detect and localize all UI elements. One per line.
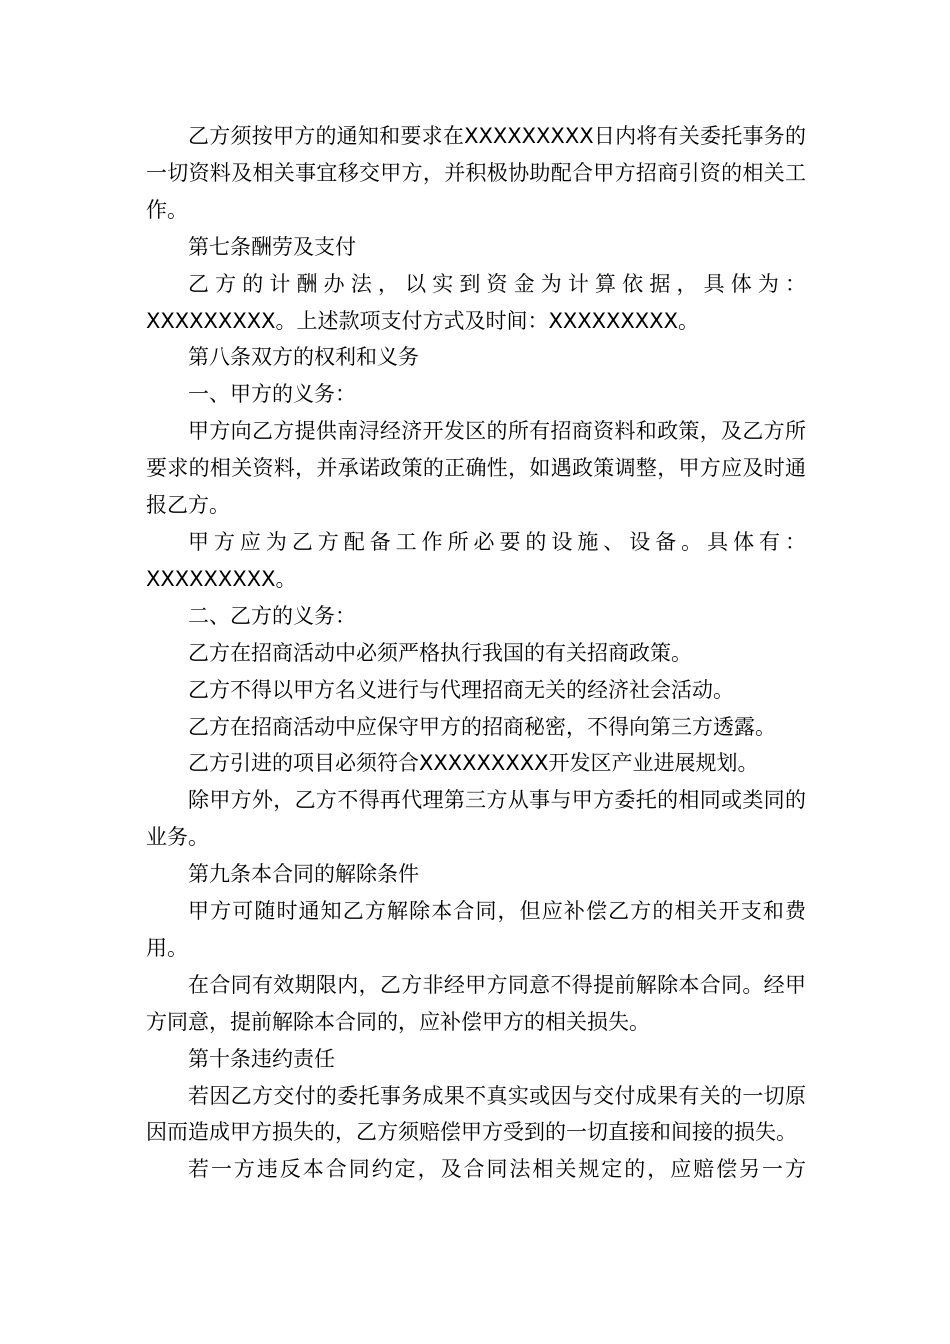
paragraph-party-a-termination: 甲方可随时通知乙方解除本合同，但应补偿乙方的相关开支和费用。	[146, 899, 806, 960]
paragraph-party-a-facilities: 甲方应为乙方配备工作所必要的设施、设备。具体有：XXXXXXXXX。	[146, 529, 806, 591]
paragraph-party-b-policy: 乙方在招商活动中必须严格执行我国的有关招商政策。	[188, 640, 692, 665]
contract-body	[146, 118, 806, 1188]
party-a-obligations-heading: 一、甲方的义务：	[188, 382, 356, 407]
article-7-heading: 第七条酬劳及支付	[188, 234, 356, 259]
paragraph-party-b-project-plan: 乙方引进的项目必须符合XXXXXXXXX开发区产业进展规划。	[188, 751, 759, 776]
paragraph-party-b-confidentiality: 乙方在招商活动中应保守甲方的招商秘密，不得向第三方透露。	[188, 714, 776, 739]
paragraph-early-termination: 在合同有效期限内，乙方非经甲方同意不得提前解除本合同。经甲方同意，提前解除本合同的，应补偿甲方的相关损失。	[146, 972, 806, 1034]
paragraph-handover-materials: 乙方须按甲方的通知和要求在XXXXXXXXX日内将有关委托事务的一切资料及相关事宜移交甲方，并积极协助配合甲方招商引资的相关工作。	[146, 124, 806, 222]
paragraph-breach-compensation: 若一方违反本合同约定，及合同法相关规定的，应赔偿另一方	[188, 1157, 806, 1182]
paragraph-remuneration: 乙方的计酬办法，以实到资金为计算依据，具体为：XXXXXXXXX。上述款项支付方式及时间：XXXXXXXXX。	[146, 271, 806, 333]
paragraph-party-a-materials: 甲方向乙方提供南浔经济开发区的所有招商资料和政策，及乙方所要求的相关资料，并承诺政策的正确性，如遇政策调整，甲方应及时通报乙方。	[146, 419, 806, 518]
party-b-obligations-heading: 二、乙方的义务：	[188, 603, 356, 628]
article-8-heading: 第八条双方的权利和义务	[188, 345, 419, 370]
paragraph-compensation-results: 若因乙方交付的委托事务成果不真实或因与交付成果有关的一切原因而造成甲方损失的，乙方须赔偿甲方受到的一切直接和间接的损失。	[146, 1083, 806, 1145]
paragraph-party-b-exclusivity: 除甲方外，乙方不得再代理第三方从事与甲方委托的相同或类同的业务。	[146, 788, 806, 850]
paragraph-party-b-no-unrelated: 乙方不得以甲方名义进行与代理招商无关的经济社会活动。	[188, 677, 734, 702]
article-10-heading: 第十条违约责任	[188, 1046, 335, 1071]
article-9-heading: 第九条本合同的解除条件	[188, 862, 419, 887]
